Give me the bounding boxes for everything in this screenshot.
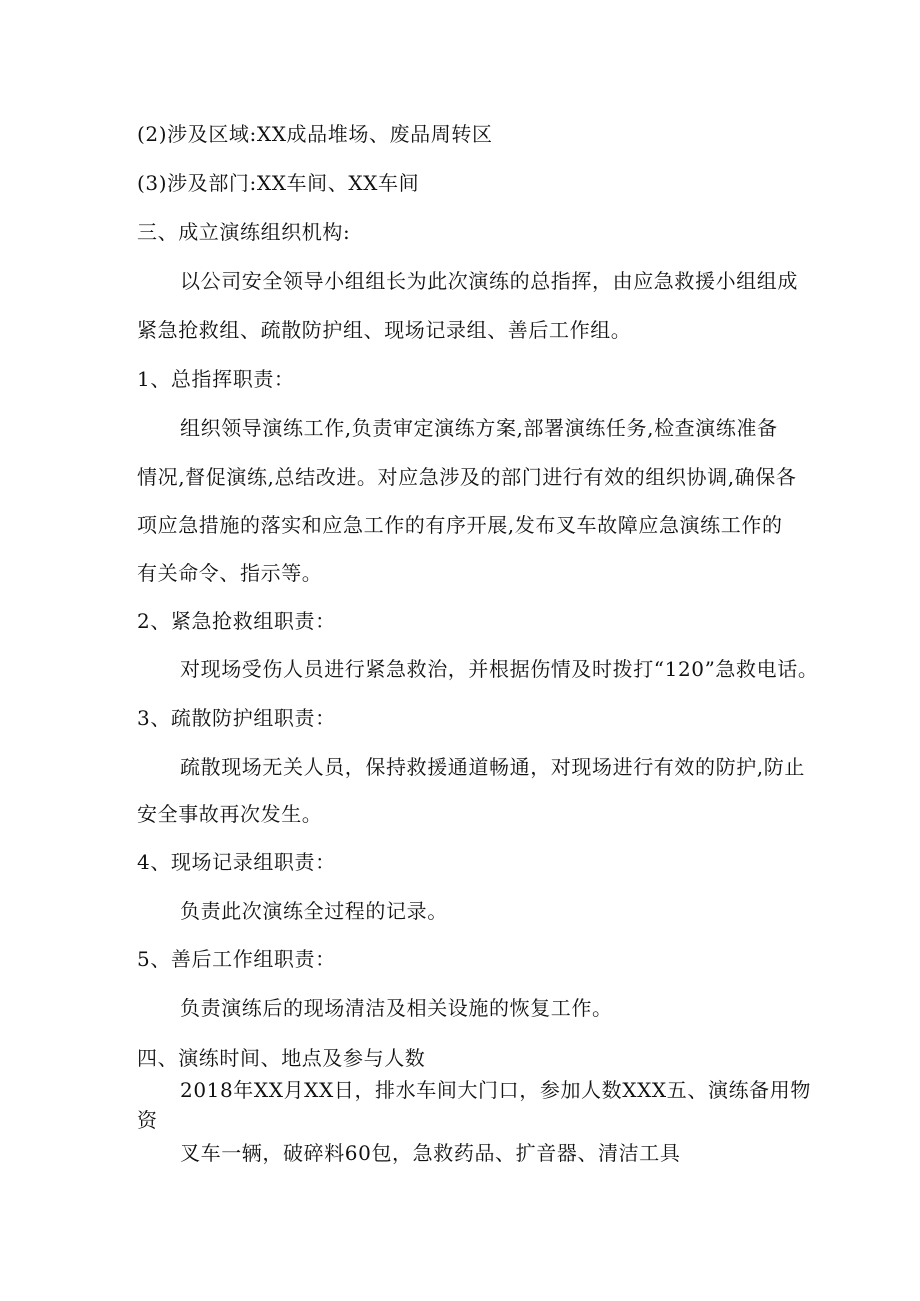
section3-heading: 三、成立演练组织机构: xyxy=(137,220,351,244)
duty1-heading: 1、总指挥职责： xyxy=(137,367,295,391)
section3-intro-line-2: 紧急抢救组、疏散防护组、现场记录组、善后工作组。 xyxy=(137,318,632,342)
scope-department-line: (3)涉及部门:XX车间、XX车间 xyxy=(137,171,420,195)
section4-line-1: 2018年XX月XX日，排水车间大门口，参加人数XXX五、演练备用物 xyxy=(180,1078,811,1102)
duty4-heading: 4、现场记录组职责： xyxy=(137,850,336,874)
duty1-line-3: 项应急措施的落实和应急工作的有序开展,发布叉车故障应急演练工作的 xyxy=(137,513,783,537)
section3-intro-line-1: 以公司安全领导小组组长为此次演练的总指挥，由应急救援小组组成 xyxy=(180,269,798,293)
duty2-heading: 2、紧急抢救组职责： xyxy=(137,609,336,633)
materials-line: 叉车一辆，破碎料60包，急救药品、扩音器、清洁工具 xyxy=(180,1141,681,1165)
duty3-heading: 3、疏散防护组职责： xyxy=(137,706,336,730)
duty5-heading: 5、善后工作组职责： xyxy=(137,947,336,971)
duty2-line-1: 对现场受伤人员进行紧急救治，并根据伤情及时拨打“120”急救电话。 xyxy=(180,657,819,681)
duty3-line-1: 疏散现场无关人员，保持救援通道畅通，对现场进行有效的防护,防止 xyxy=(180,755,805,779)
duty3-line-2: 安全事故再次发生。 xyxy=(137,802,323,826)
duty1-line-1: 组织领导演练工作,负责审定演练方案,部署演练任务,检查演练准备 xyxy=(180,416,778,440)
section4-heading: 四、演练时间、地点及参与人数 xyxy=(137,1046,426,1070)
section4-line-2: 资 xyxy=(137,1108,158,1132)
scope-area-line: (2)涉及区域:XX成品堆场、废品周转区 xyxy=(137,122,493,146)
duty1-line-2: 情况,督促演练,总结改进。对应急涉及的部门进行有效的组织协调,确保各 xyxy=(137,465,797,489)
duty4-line-1: 负责此次演练全过程的记录。 xyxy=(180,899,448,923)
duty1-line-4: 有关命令、指示等。 xyxy=(137,561,323,585)
duty5-line-1: 负责演练后的现场清洁及相关设施的恢复工作。 xyxy=(180,996,613,1020)
